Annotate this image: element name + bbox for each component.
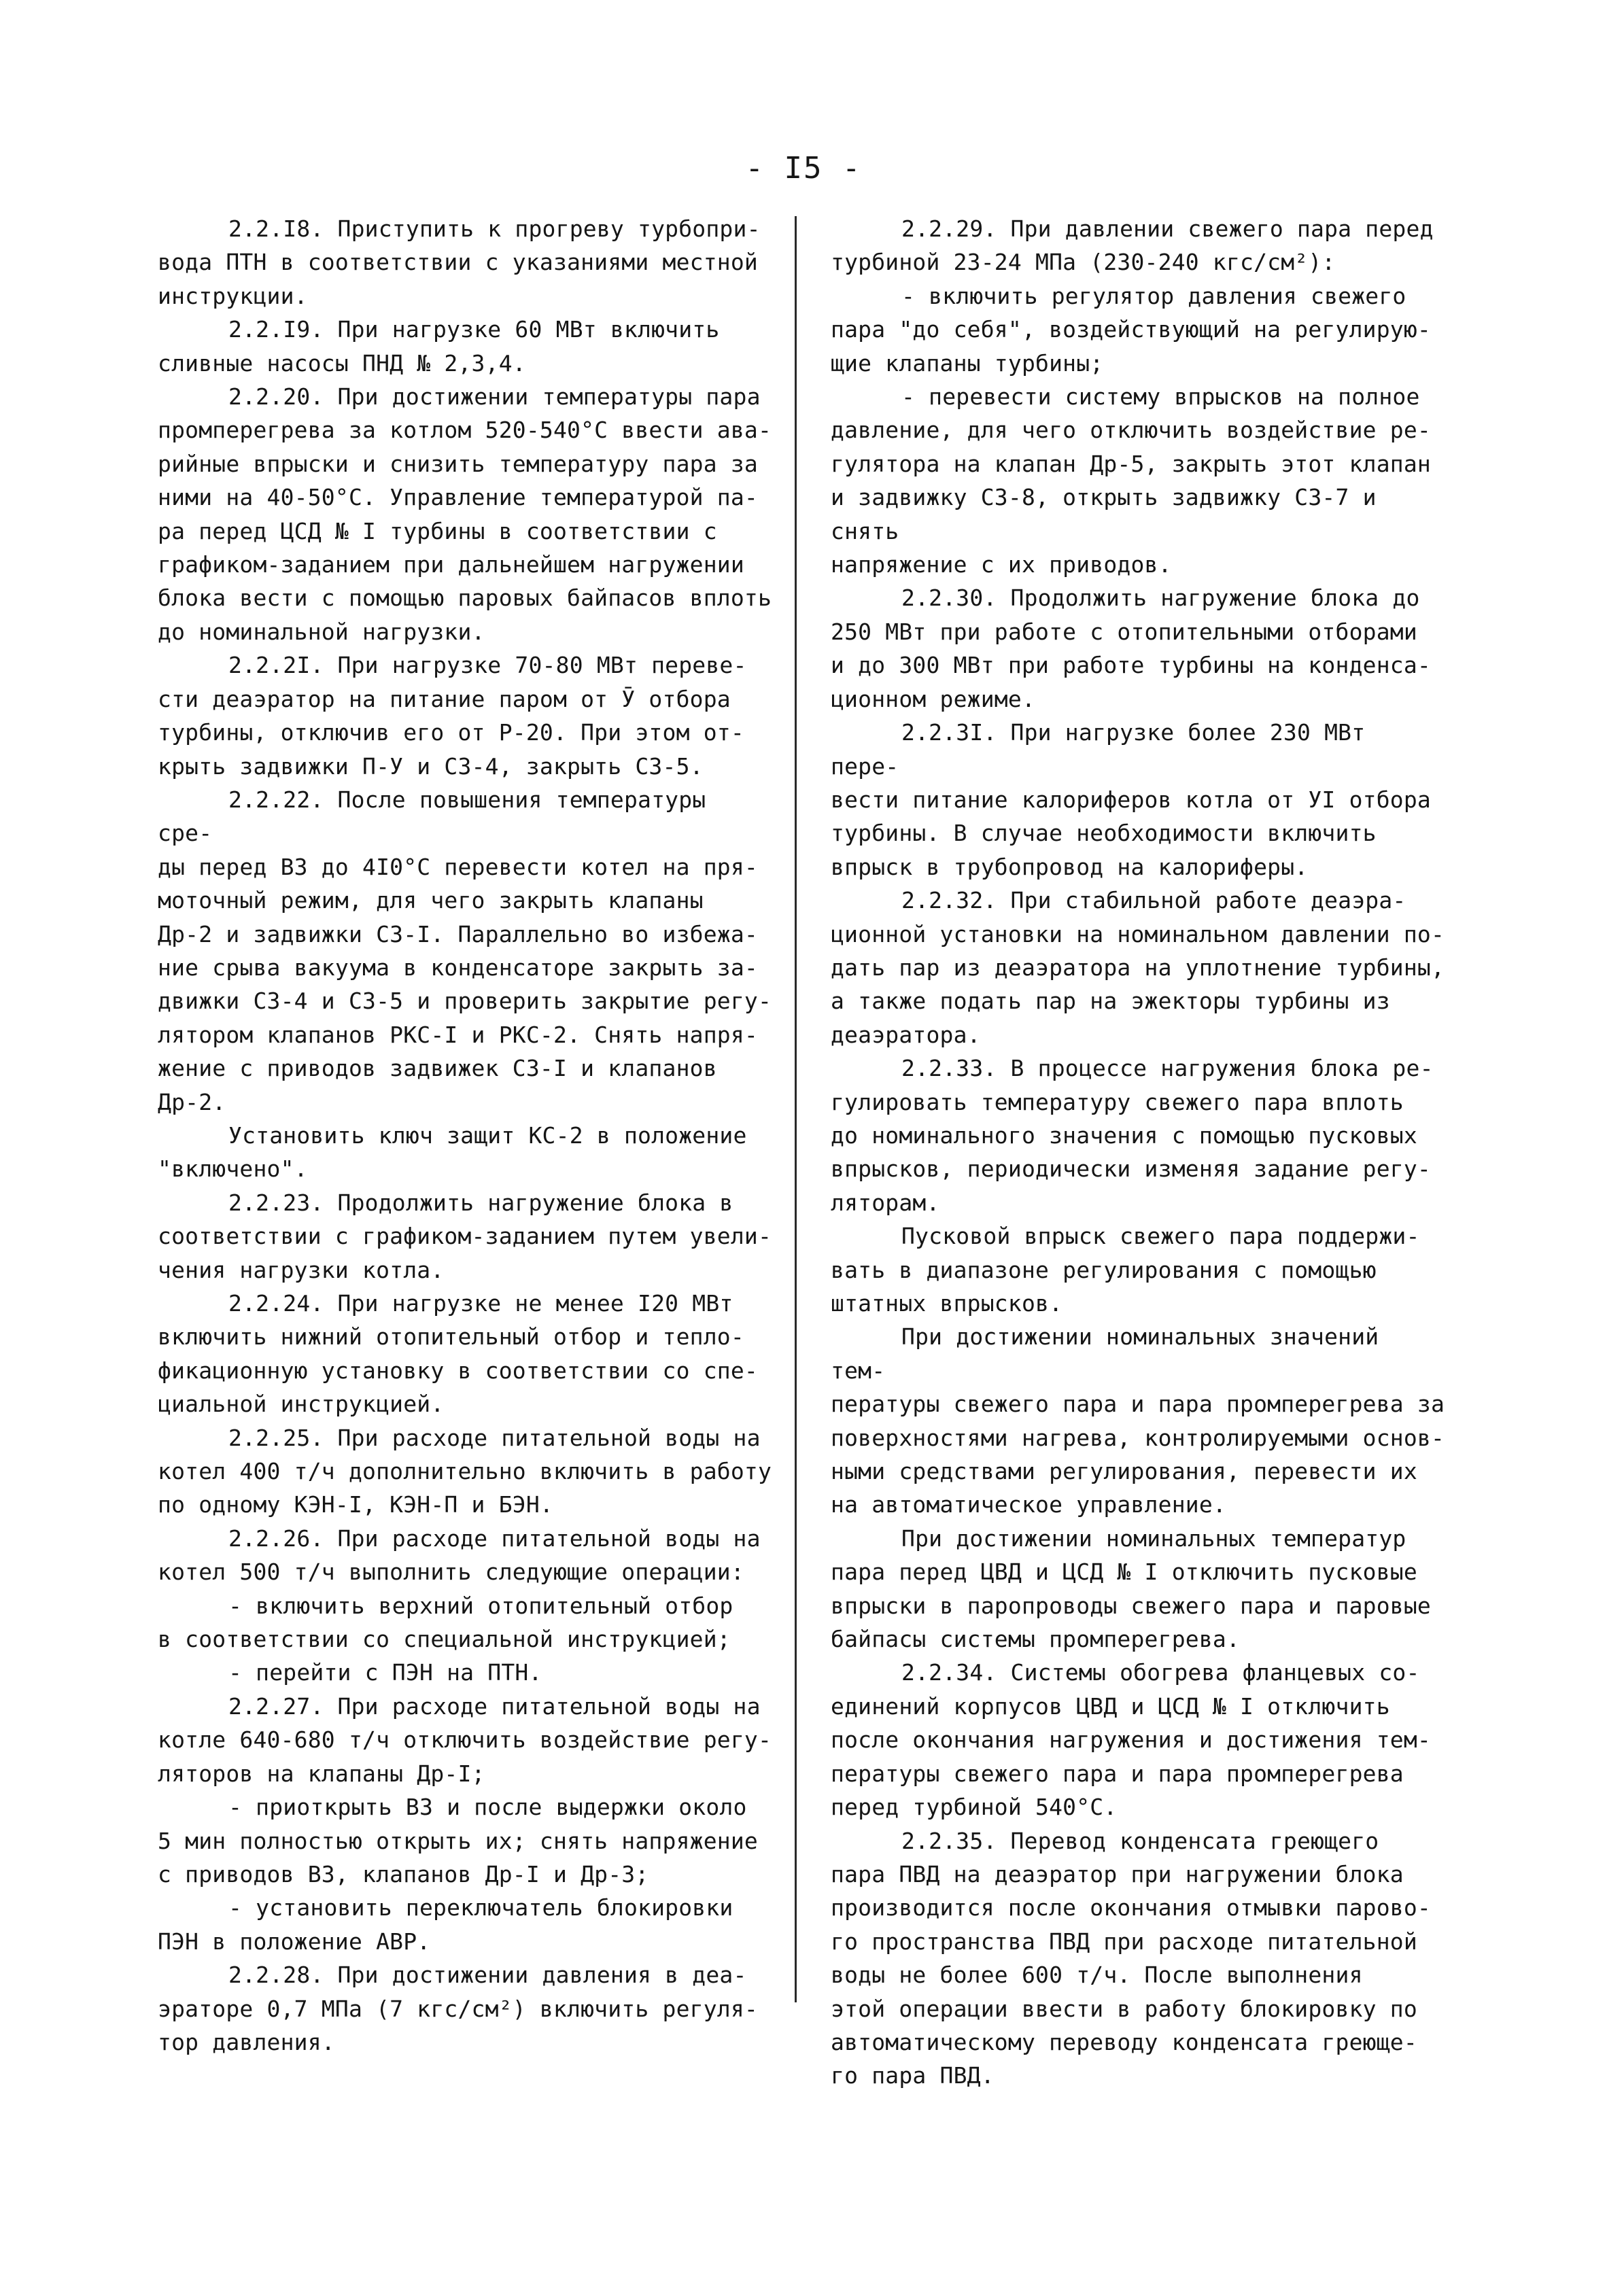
- list-item-injection-system: - перевести систему впрысков на полное давление, для чего отключить воздействие ре- гулятора на клапан Др-5, закрыть этот клапан и задвижку СЗ-8, открыть задвижку СЗ-7 и снять напряжение с их приводов.: [831, 383, 1431, 578]
- paragraph-ks2-key: Установить ключ защит КС-2 в положение "включено".: [158, 1121, 747, 1183]
- list-item-upper-extraction: - включить верхний отопительный отбор: [228, 1592, 733, 1619]
- paragraph-start-injection: Пусковой впрыск свежего пара поддержи- вать в диапазоне регулирования с помощью штатных впрысков.: [831, 1223, 1420, 1317]
- paragraph-2-2-24: 2.2.24. При нагрузке не менее I20 МВт включить нижний отопительный отбор и тепло- фикационную установку в соответствии со спе- циальной инструкцией.: [158, 1290, 758, 1418]
- paragraph-2-2-30: 2.2.30. Продолжить нагружение блока до 250 МВт при работе с отопительными отборами и до 300 МВт при работе турбины на конденса- ционном режиме.: [831, 585, 1431, 712]
- paragraph-2-2-35: 2.2.35. Перевод конденсата греющего пара ПВД на деаэратор при нагружении блока производится после окончания отмывки парово- го пространства ПВД при расходе питательной воды не более 600 т/ч. После выполнения этой операции ввести в работу блокировку по автоматическому переводу конденсата греюще- го пара ПВД.: [831, 1827, 1431, 2089]
- right-column: [831, 212, 1447, 2093]
- column-divider: [795, 216, 797, 2002]
- paragraph-2-2-19: 2.2.I9. При нагрузке 60 МВт включить сливные насосы ПНД № 2,3,4.: [158, 316, 720, 377]
- paragraph-2-2-21: 2.2.2I. При нагрузке 70-80 МВт переве- сти деаэратор на питание паром от Ӯ отбора турбины, отключив его от Р-20. При этом от- крыть задвижки П-У и СЗ-4, закрыть СЗ-5.: [158, 652, 747, 780]
- list-item-continuation: в соответствии со специальной инструкцией;: [158, 1626, 731, 1653]
- list-item-pressure-regulator: - включить регулятор давления свежего пара "до себя", воздействующий на регулирую- щие клапаны турбины;: [831, 282, 1431, 377]
- paragraph-2-2-29: 2.2.29. При давлении свежего пара перед турбиной 23-24 МПа (230-240 кгс/см²):: [831, 215, 1434, 276]
- paragraph-2-2-34: 2.2.34. Системы обогрева фланцевых со- единений корпусов ЦВД и ЦСД № I отключить после окончания нагружения и достижения тем- пературы свежего пара и пара промперегрева перед турбиной 540°С.: [831, 1659, 1431, 1821]
- paragraph-2-2-23: 2.2.23. Продолжить нагружение блока в соответствии с графиком-заданием путем увели- чения нагрузки котла.: [158, 1189, 772, 1283]
- paragraph-2-2-20: 2.2.20. При достижении температуры пара промперегрева за котлом 520-540°С ввести ава- рийные впрыски и снизить температуру пара за ними на 40-50°С. Управление температурой па- ра перед ЦСД № I турбины в соответствии с графиком-заданием при дальнейшем нагружении блока вести с помощью паровых байпасов вплоть до номинальной нагрузки.: [158, 383, 772, 645]
- paragraph-2-2-32: 2.2.32. При стабильной работе деаэра- ционной установки на номинальном давлении по- дать пар из деаэратора на уплотнение турбины, а также подать пар на эжекторы турбины из деаэратора.: [831, 887, 1445, 1048]
- list-item-switch-pen-ptn: - перейти с ПЭН на ПТН.: [228, 1659, 542, 1686]
- paragraph-2-2-18: 2.2.I8. Приступить к прогреву турбопри- вода ПТН в соответствии с указаниями местной инструкции.: [158, 215, 761, 309]
- paragraph-2-2-25: 2.2.25. При расходе питательной воды на котел 400 т/ч дополнительно включить в работу по одному КЭН-I, КЭН-П и БЭН.: [158, 1424, 772, 1518]
- paragraph-2-2-33: 2.2.33. В процессе нагружения блока ре- гулировать температуру свежего пара вплоть до номинального значения с помощью пусковых впрысков, периодически изменяя задание регу- ляторам.: [831, 1055, 1434, 1216]
- paragraph-2-2-26: 2.2.26. При расходе питательной воды на котел 500 т/ч выполнить следующие операции:: [158, 1525, 761, 1586]
- left-column: [158, 212, 774, 2059]
- paragraph-2-2-27: 2.2.27. При расходе питательной воды на котле 640-680 т/ч отключить воздействие регу- ляторов на клапаны Др-I;: [158, 1692, 772, 1787]
- paragraph-2-2-31: 2.2.3I. При нагрузке более 230 МВт пере- вести питание калориферов котла от УI отбора турбины. В случае необходимости включить впрыск в трубопровод на калориферы.: [831, 719, 1431, 880]
- list-item-avr-switch: - установить переключатель блокировки ПЭН в положение АВР.: [158, 1894, 733, 1955]
- paragraph-nominal-temperatures: При достижении номинальных температур пара перед ЦВД и ЦСД № I отключить пусковые впрыски в паропроводы свежего пара и паровые байпасы системы промперегрева.: [831, 1525, 1431, 1653]
- page-number: - I5 -: [745, 151, 862, 186]
- list-item-open-vz: - приоткрыть ВЗ и после выдержки около 5 мин полностью открыть их; снять напряжение с приводов ВЗ, клапанов Др-I и Др-3;: [158, 1794, 758, 1888]
- paragraph-2-2-22: 2.2.22. После повышения температуры сре- ды перед ВЗ до 4I0°С перевести котел на пря- моточный режим, для чего закрыть клапаны Др-2 и задвижки СЗ-I. Параллельно во избежа- ние срыва вакуума в конденсаторе закрыть за- движки СЗ-4 и СЗ-5 и проверить закрытие регу- лятором клапанов РКС-I и РКС-2. Снять напря- жение с приводов задвижек СЗ-I и клапанов Др-2.: [158, 786, 772, 1115]
- paragraph-nominal-values: При достижении номинальных значений тем- пературы свежего пара и пара промперегрева за поверхностями нагрева, контролируемыми основ- ными средствами регулирования, перевести их на автоматическое управление.: [831, 1323, 1445, 1518]
- paragraph-2-2-28: 2.2.28. При достижении давления в деа- эраторе 0,7 МПа (7 кгс/см²) включить регуля- тор давления.: [158, 1962, 758, 2055]
